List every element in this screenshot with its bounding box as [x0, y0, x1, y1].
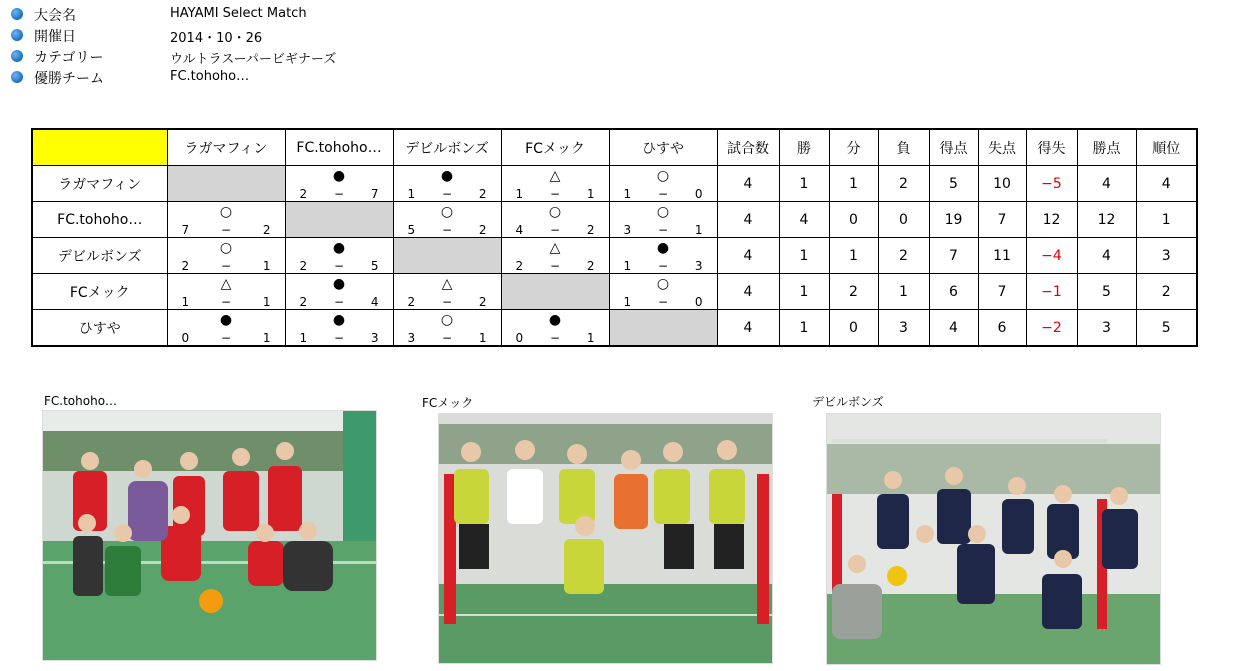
stat-value: 6 — [978, 310, 1026, 347]
result-symbol: △ — [549, 240, 561, 256]
score-opponent: 2 — [478, 223, 487, 237]
team-header: ひすや — [609, 129, 717, 166]
match-cell — [393, 310, 501, 347]
bullet-icon — [11, 71, 23, 83]
score-separator: − — [441, 187, 453, 201]
score-opponent: 1 — [586, 187, 595, 201]
stat-value: 4 — [717, 238, 779, 274]
stat-header: 勝点 — [1077, 129, 1136, 166]
score-separator: − — [441, 331, 453, 345]
result-symbol: ○ — [440, 204, 454, 220]
score-opponent: 3 — [694, 259, 703, 273]
info-label: 開催日 — [34, 29, 76, 45]
stat-value: 5 — [1136, 310, 1197, 347]
self-match-cell — [609, 310, 717, 347]
score-own: 3 — [407, 331, 416, 345]
match-cell — [501, 166, 609, 202]
result-symbol: ● — [332, 168, 346, 184]
score-own: 2 — [299, 187, 308, 201]
bullet-icon — [11, 8, 23, 20]
stat-value: 4 — [1136, 166, 1197, 202]
score-opponent: 1 — [262, 295, 271, 309]
score-opponent: 1 — [586, 331, 595, 345]
table-row — [32, 202, 1197, 238]
match-cell — [167, 274, 285, 310]
stat-value: 7 — [978, 202, 1026, 238]
score-separator: − — [220, 331, 232, 345]
match-cell — [393, 202, 501, 238]
stat-value: −5 — [1026, 166, 1077, 202]
team-header: ラガマフィン — [167, 129, 285, 166]
score-opponent: 1 — [478, 331, 487, 345]
score-own: 1 — [407, 187, 416, 201]
team-header: FCメック — [501, 129, 609, 166]
stat-value: 4 — [1077, 238, 1136, 274]
score-separator: − — [549, 259, 561, 273]
stat-value: 1 — [779, 166, 829, 202]
score-separator: − — [549, 187, 561, 201]
self-match-cell — [167, 166, 285, 202]
score-separator: − — [220, 295, 232, 309]
team-photo-fc-tohoho — [42, 410, 377, 661]
result-symbol: △ — [220, 276, 232, 292]
match-cell — [501, 238, 609, 274]
match-cell — [393, 166, 501, 202]
match-cell — [285, 166, 393, 202]
result-symbol: ● — [548, 312, 562, 328]
stat-header: 勝 — [779, 129, 829, 166]
match-cell — [501, 202, 609, 238]
score-opponent: 2 — [586, 259, 595, 273]
info-label: カテゴリー — [34, 50, 104, 66]
score-own: 1 — [299, 331, 308, 345]
result-symbol: ○ — [219, 240, 233, 256]
score-own: 1 — [515, 187, 524, 201]
stat-value: 7 — [978, 274, 1026, 310]
team-photo-devil-bonds — [826, 413, 1161, 665]
stat-value: 4 — [717, 166, 779, 202]
score-separator: − — [549, 223, 561, 237]
result-symbol: ○ — [656, 168, 670, 184]
stat-value: 4 — [1077, 166, 1136, 202]
stat-header: 順位 — [1136, 129, 1197, 166]
score-separator: − — [333, 295, 345, 309]
stat-value: 4 — [717, 310, 779, 347]
match-cell — [609, 238, 717, 274]
team-header: FC.tohoho… — [285, 129, 393, 166]
self-match-cell — [501, 274, 609, 310]
stat-value: 2 — [878, 166, 929, 202]
score-own: 1 — [181, 295, 190, 309]
match-cell — [501, 310, 609, 347]
score-separator: − — [657, 259, 669, 273]
result-symbol: ● — [440, 168, 454, 184]
score-own: 1 — [623, 259, 632, 273]
stat-value: 0 — [878, 202, 929, 238]
score-separator: − — [549, 331, 561, 345]
score-own: 1 — [623, 295, 632, 309]
score-own: 2 — [515, 259, 524, 273]
score-separator: − — [333, 187, 345, 201]
score-opponent: 2 — [478, 295, 487, 309]
team-name: ラガマフィン — [32, 166, 167, 202]
team-photo-fc-mekku — [438, 413, 773, 664]
stat-value: 0 — [829, 202, 878, 238]
score-own: 1 — [623, 187, 632, 201]
score-opponent: 7 — [370, 187, 379, 201]
stat-value: 6 — [929, 274, 978, 310]
result-symbol: ● — [332, 276, 346, 292]
match-cell — [167, 238, 285, 274]
score-own: 2 — [299, 295, 308, 309]
stat-value: 1 — [829, 238, 878, 274]
stat-value: 1 — [829, 166, 878, 202]
score-own: 2 — [299, 259, 308, 273]
table-corner — [32, 129, 167, 166]
score-opponent: 1 — [262, 259, 271, 273]
score-separator: − — [220, 259, 232, 273]
stat-value: 4 — [717, 202, 779, 238]
result-symbol: ○ — [656, 276, 670, 292]
match-cell — [609, 274, 717, 310]
team-name: デビルボンズ — [32, 238, 167, 274]
stat-header: 得失 — [1026, 129, 1077, 166]
stat-value: 11 — [978, 238, 1026, 274]
result-symbol: ● — [332, 240, 346, 256]
stat-value: 7 — [929, 238, 978, 274]
stat-value: 19 — [929, 202, 978, 238]
score-separator: − — [220, 223, 232, 237]
info-value: HAYAMI Select Match — [170, 6, 307, 21]
bullet-icon — [11, 29, 23, 41]
info-label: 大会名 — [34, 8, 76, 24]
stat-value: 3 — [1136, 238, 1197, 274]
result-symbol: ● — [332, 312, 346, 328]
team-name: FCメック — [32, 274, 167, 310]
info-value: 2014・10・26 — [170, 31, 263, 46]
score-opponent: 0 — [694, 295, 703, 309]
results-table — [31, 128, 1198, 347]
score-own: 2 — [181, 259, 190, 273]
self-match-cell — [285, 202, 393, 238]
result-symbol: ○ — [656, 204, 670, 220]
info-value: FC.tohoho… — [170, 69, 250, 84]
result-symbol: ○ — [219, 204, 233, 220]
match-cell — [285, 238, 393, 274]
stat-value: 12 — [1077, 202, 1136, 238]
result-symbol: △ — [549, 168, 561, 184]
stat-value: −2 — [1026, 310, 1077, 347]
score-separator: − — [333, 331, 345, 345]
score-separator: − — [657, 223, 669, 237]
stat-value: 2 — [1136, 274, 1197, 310]
stat-header: 失点 — [978, 129, 1026, 166]
result-symbol: ● — [219, 312, 233, 328]
score-separator: − — [441, 223, 453, 237]
stat-value: 1 — [779, 238, 829, 274]
score-opponent: 4 — [370, 295, 379, 309]
stat-value: 5 — [1077, 274, 1136, 310]
stat-value: 1 — [779, 310, 829, 347]
stat-value: 0 — [829, 310, 878, 347]
result-symbol: ● — [656, 240, 670, 256]
match-cell — [285, 310, 393, 347]
score-opponent: 2 — [586, 223, 595, 237]
score-opponent: 2 — [478, 187, 487, 201]
photo-caption-3: デビルボンズ — [812, 395, 884, 409]
score-own: 0 — [515, 331, 524, 345]
stat-value: 12 — [1026, 202, 1077, 238]
bullet-icon — [11, 50, 23, 62]
score-own: 3 — [623, 223, 632, 237]
score-separator: − — [657, 187, 669, 201]
table-row — [32, 310, 1197, 347]
score-opponent: 5 — [370, 259, 379, 273]
photo-caption-2: FCメック — [422, 396, 474, 410]
match-cell — [609, 202, 717, 238]
match-cell — [167, 310, 285, 347]
match-cell — [167, 202, 285, 238]
team-name: ひすや — [32, 310, 167, 347]
stat-value: −1 — [1026, 274, 1077, 310]
stat-value: −4 — [1026, 238, 1077, 274]
match-cell — [393, 274, 501, 310]
table-row — [32, 166, 1197, 202]
photo-caption-1: FC.tohoho… — [44, 394, 118, 408]
score-separator: − — [657, 295, 669, 309]
stat-value: 1 — [779, 274, 829, 310]
score-separator: − — [333, 259, 345, 273]
score-opponent: 1 — [694, 223, 703, 237]
result-symbol: ○ — [440, 312, 454, 328]
stat-value: 4 — [717, 274, 779, 310]
score-own: 4 — [515, 223, 524, 237]
table-row — [32, 274, 1197, 310]
self-match-cell — [393, 238, 501, 274]
stat-header: 負 — [878, 129, 929, 166]
stat-header: 試合数 — [717, 129, 779, 166]
score-opponent: 0 — [694, 187, 703, 201]
score-opponent: 3 — [370, 331, 379, 345]
stat-value: 1 — [1136, 202, 1197, 238]
stat-value: 4 — [779, 202, 829, 238]
score-own: 7 — [181, 223, 190, 237]
score-own: 2 — [407, 295, 416, 309]
stat-value: 3 — [878, 310, 929, 347]
stat-value: 1 — [878, 274, 929, 310]
score-own: 5 — [407, 223, 416, 237]
stat-value: 2 — [878, 238, 929, 274]
stat-header: 得点 — [929, 129, 978, 166]
table-row — [32, 238, 1197, 274]
team-header: デビルボンズ — [393, 129, 501, 166]
match-cell — [609, 166, 717, 202]
stat-header: 分 — [829, 129, 878, 166]
score-separator: − — [441, 295, 453, 309]
stat-value: 5 — [929, 166, 978, 202]
table-header-row — [32, 129, 1197, 166]
score-opponent: 2 — [262, 223, 271, 237]
result-symbol: △ — [441, 276, 453, 292]
score-opponent: 1 — [262, 331, 271, 345]
info-value: ウルトラスーパービギナーズ — [170, 52, 337, 67]
stat-value: 3 — [1077, 310, 1136, 347]
team-name: FC.tohoho… — [32, 202, 167, 238]
stat-value: 10 — [978, 166, 1026, 202]
result-symbol: ○ — [548, 204, 562, 220]
info-label: 優勝チーム — [34, 71, 104, 87]
score-own: 0 — [181, 331, 190, 345]
stat-value: 4 — [929, 310, 978, 347]
stat-value: 2 — [829, 274, 878, 310]
match-cell — [285, 274, 393, 310]
